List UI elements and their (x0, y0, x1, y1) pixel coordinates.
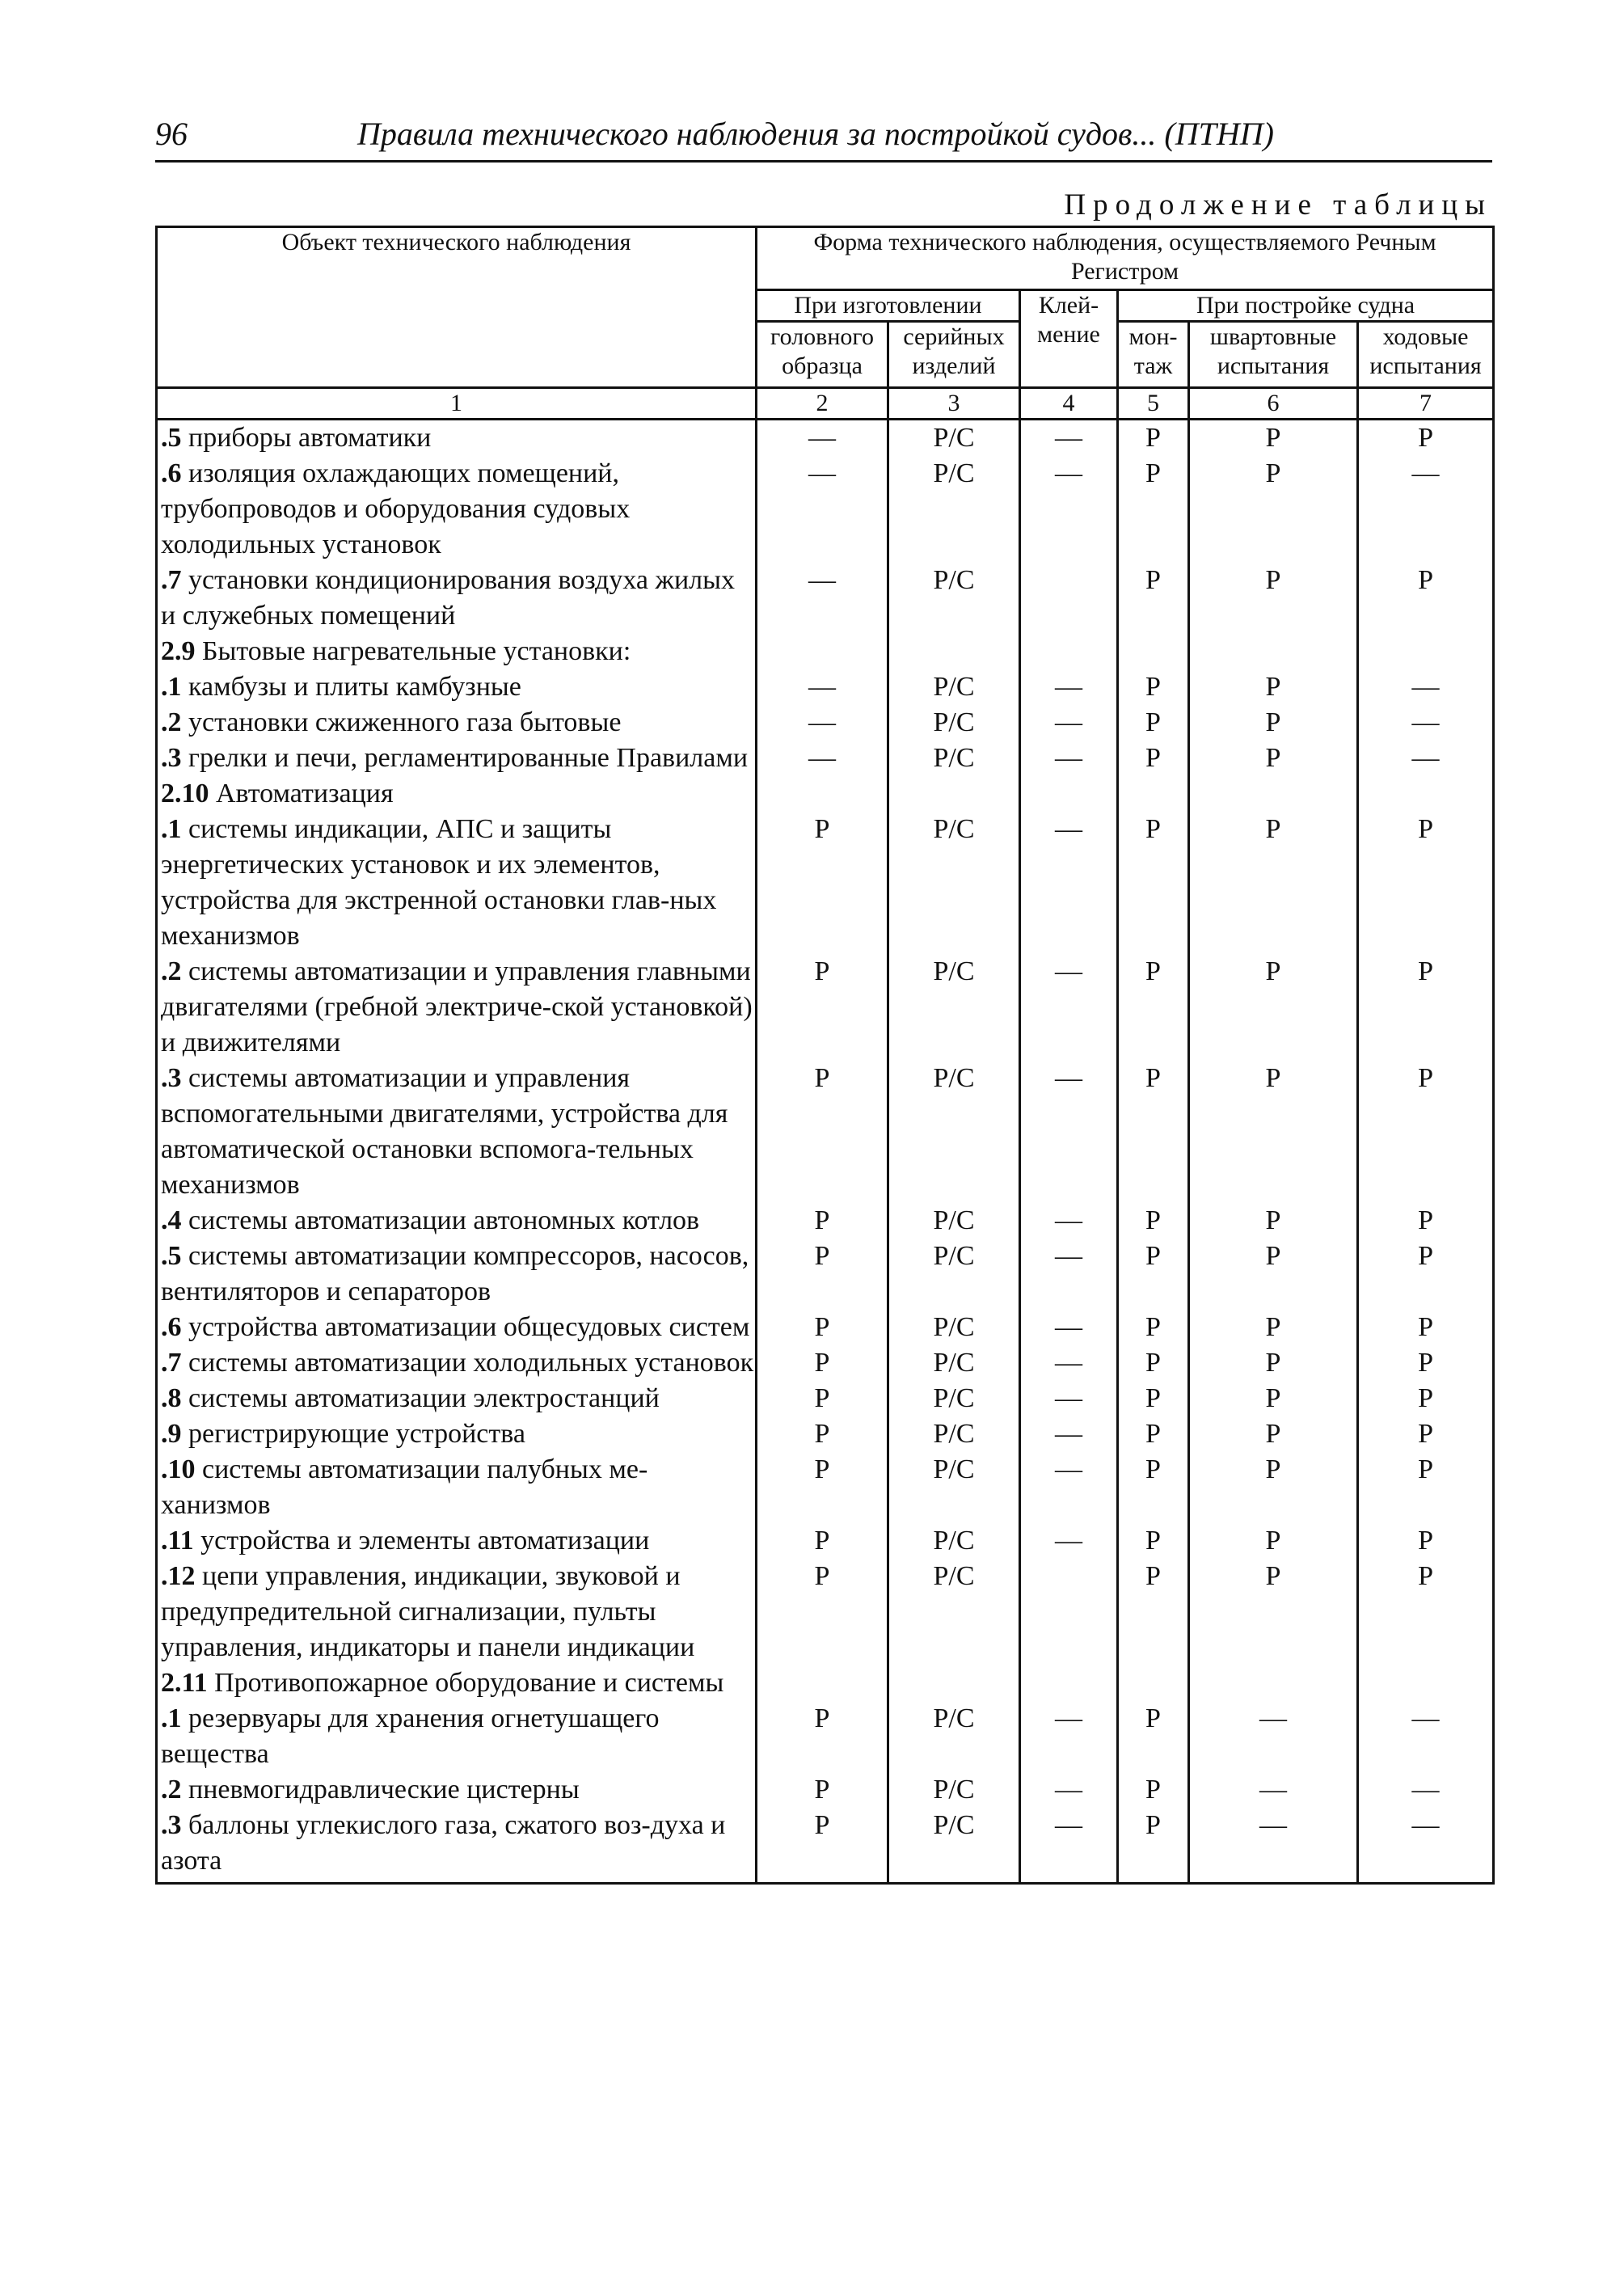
form-mark-cell: Р (1189, 1203, 1358, 1239)
form-mark-cell: Р (1118, 705, 1189, 741)
form-mark-cell: Р/С (888, 1203, 1020, 1239)
form-mark-cell: Р (1118, 669, 1189, 705)
form-mark-cell (1020, 1559, 1118, 1665)
form-mark-cell: — (1189, 1808, 1358, 1884)
table-row (157, 954, 1494, 1061)
table-row (157, 456, 1494, 563)
form-mark-cell: Р (1118, 812, 1189, 954)
form-mark-cell: Р (1358, 1345, 1494, 1381)
form-mark-cell: Р (1189, 1345, 1358, 1381)
form-mark-cell: Р (1358, 812, 1494, 954)
form-mark-cell: Р (1189, 1559, 1358, 1665)
form-mark-cell: Р (1118, 741, 1189, 776)
item-number: .6 (161, 458, 182, 488)
form-mark-cell (1189, 634, 1358, 669)
form-mark-cell: Р (757, 1345, 888, 1381)
table-row (157, 705, 1494, 741)
item-number: .12 (161, 1561, 196, 1591)
item-number: .3 (161, 1810, 182, 1840)
table-row (157, 1345, 1494, 1381)
form-mark-cell: — (1189, 1701, 1358, 1772)
object-cell (157, 1203, 757, 1239)
form-mark-cell: Р (1358, 1416, 1494, 1452)
item-text: пневмогидравлические цистерны (181, 1775, 580, 1804)
item-number: .7 (161, 1348, 182, 1378)
form-mark-cell (757, 776, 888, 812)
item-number: .11 (161, 1526, 194, 1555)
object-cell (157, 812, 757, 954)
form-mark-cell: — (1020, 420, 1118, 457)
table-row (157, 669, 1494, 705)
form-mark-cell: — (757, 456, 888, 563)
item-text: резервуары для хранения огнетушащего вещества (161, 1703, 660, 1769)
form-mark-cell: Р (1358, 1061, 1494, 1203)
item-text: установки сжиженного газа бытовые (181, 707, 622, 737)
table-row (157, 1559, 1494, 1665)
form-mark-cell: Р/С (888, 1701, 1020, 1772)
header-sea-trials: ходовые испытания (1358, 322, 1494, 388)
form-mark-cell: — (1020, 1310, 1118, 1345)
table-row (157, 420, 1494, 457)
form-mark-cell: — (1358, 669, 1494, 705)
form-mark-cell (1358, 634, 1494, 669)
form-mark-cell: Р (1358, 1452, 1494, 1523)
form-mark-cell: — (1020, 1239, 1118, 1310)
item-number: .2 (161, 707, 182, 737)
form-mark-cell: Р/С (888, 741, 1020, 776)
form-mark-cell: Р (757, 1310, 888, 1345)
item-number: 2.10 (161, 779, 209, 808)
item-text: баллоны углекислого газа, сжатого воз-духа и азота (161, 1810, 726, 1876)
form-mark-cell: Р/С (888, 1345, 1020, 1381)
header-branding: Клей-мение (1020, 290, 1118, 388)
item-number: .1 (161, 672, 182, 702)
item-text: установки кондиционирования воздуха жилых и служебных помещений (161, 565, 735, 631)
object-cell (157, 1559, 757, 1665)
item-number: .7 (161, 565, 182, 595)
form-mark-cell: Р (1358, 1203, 1494, 1239)
form-mark-cell: Р (1118, 1559, 1189, 1665)
item-text: системы автоматизации автономных котлов (181, 1205, 700, 1235)
form-mark-cell: Р/С (888, 1239, 1020, 1310)
form-mark-cell: Р (757, 1772, 888, 1808)
object-cell (157, 776, 757, 812)
object-cell (157, 420, 757, 457)
object-cell (157, 1345, 757, 1381)
form-mark-cell: — (1358, 705, 1494, 741)
form-mark-cell: Р (757, 1061, 888, 1203)
form-mark-cell: — (1020, 1772, 1118, 1808)
form-mark-cell (1358, 1665, 1494, 1701)
form-mark-cell: Р (1189, 705, 1358, 741)
object-cell (157, 669, 757, 705)
form-mark-cell: Р (757, 812, 888, 954)
item-text: системы автоматизации и управления вспомогательными двигателями, устройства для автоматической остановки вспомога-тельных механизмов (161, 1063, 728, 1200)
item-number: .2 (161, 1775, 182, 1804)
form-mark-cell: Р/С (888, 563, 1020, 634)
table-row (157, 1203, 1494, 1239)
running-head (155, 108, 1492, 163)
object-cell (157, 1808, 757, 1884)
column-number: 1 (157, 388, 757, 420)
form-mark-cell: Р (757, 1381, 888, 1416)
object-cell (157, 1239, 757, 1310)
form-mark-cell: Р (1118, 954, 1189, 1061)
column-number: 5 (1118, 388, 1189, 420)
form-mark-cell (1189, 1665, 1358, 1701)
form-mark-cell: Р (757, 1416, 888, 1452)
form-mark-cell: Р (1189, 456, 1358, 563)
table-row (157, 1452, 1494, 1523)
form-mark-cell: Р (757, 1203, 888, 1239)
column-number: 3 (888, 388, 1020, 420)
form-mark-cell (1189, 776, 1358, 812)
item-text: системы автоматизации и управления главными двигателями (гребной электриче-ской установкой) и движителями (161, 956, 753, 1057)
form-mark-cell: Р (1189, 1523, 1358, 1559)
form-mark-cell: Р (1118, 1452, 1189, 1523)
item-number: .5 (161, 423, 182, 453)
form-mark-cell: — (757, 669, 888, 705)
form-mark-cell: Р (757, 1239, 888, 1310)
form-mark-cell: — (1020, 954, 1118, 1061)
form-mark-cell: Р (1358, 1559, 1494, 1665)
form-mark-cell: — (1020, 1523, 1118, 1559)
form-mark-cell: — (1020, 1381, 1118, 1416)
form-mark-cell: Р (1118, 563, 1189, 634)
form-mark-cell: Р (757, 1452, 888, 1523)
form-mark-cell (888, 776, 1020, 812)
item-number: .4 (161, 1205, 182, 1235)
table-row (157, 1665, 1494, 1701)
form-mark-cell: Р (1189, 420, 1358, 457)
item-text: приборы автоматики (181, 423, 432, 453)
object-cell (157, 563, 757, 634)
form-mark-cell: Р/С (888, 1559, 1020, 1665)
item-number: .3 (161, 743, 182, 773)
table-row (157, 1701, 1494, 1772)
table-row (157, 1772, 1494, 1808)
object-cell (157, 1772, 757, 1808)
form-mark-cell: Р/С (888, 1452, 1020, 1523)
form-mark-cell: Р (1118, 1310, 1189, 1345)
item-number: .2 (161, 956, 182, 986)
form-mark-cell: — (1358, 456, 1494, 563)
form-mark-cell: Р (1118, 1381, 1189, 1416)
object-cell (157, 456, 757, 563)
form-mark-cell: Р (1189, 563, 1358, 634)
form-mark-cell: Р (1358, 1523, 1494, 1559)
form-mark-cell: Р/С (888, 1523, 1020, 1559)
form-mark-cell: — (1020, 1416, 1118, 1452)
table-row (157, 812, 1494, 954)
form-mark-cell: Р (757, 954, 888, 1061)
form-mark-cell: Р (757, 1701, 888, 1772)
table-row (157, 1381, 1494, 1416)
form-mark-cell: Р (1189, 954, 1358, 1061)
form-mark-cell: Р/С (888, 1416, 1020, 1452)
form-mark-cell (757, 1665, 888, 1701)
form-mark-cell (888, 634, 1020, 669)
form-mark-cell: — (757, 563, 888, 634)
form-mark-cell: Р (1118, 1061, 1189, 1203)
header-serial: серийных изделий (888, 322, 1020, 388)
form-mark-cell: Р (1118, 1523, 1189, 1559)
object-cell (157, 1701, 757, 1772)
form-mark-cell: Р (757, 1559, 888, 1665)
form-mark-cell: Р (1358, 420, 1494, 457)
item-number: .6 (161, 1312, 182, 1342)
form-mark-cell: — (1020, 1701, 1118, 1772)
form-mark-cell: Р (1189, 669, 1358, 705)
table-row (157, 1239, 1494, 1310)
table-row (157, 1808, 1494, 1884)
table-row (157, 741, 1494, 776)
form-mark-cell: — (1358, 1808, 1494, 1884)
form-mark-cell: — (1020, 1061, 1118, 1203)
item-text: системы индикации, АПС и защиты энергетических установок и их элементов, устройства для экстренной остановки глав-ных механизмов (161, 814, 717, 951)
object-cell (157, 954, 757, 1061)
table-row (157, 1061, 1494, 1203)
form-mark-cell: Р (1358, 563, 1494, 634)
form-mark-cell: — (1020, 669, 1118, 705)
item-number: .1 (161, 1703, 182, 1733)
form-mark-cell: Р (757, 1523, 888, 1559)
header-install: мон-таж (1118, 322, 1189, 388)
item-text: системы автоматизации палубных ме-ханизмов (161, 1454, 648, 1520)
header-prototype: головного образца (757, 322, 888, 388)
form-mark-cell: Р (1118, 1701, 1189, 1772)
form-mark-cell: — (1020, 812, 1118, 954)
form-mark-cell (1358, 776, 1494, 812)
form-mark-cell: Р (1189, 1381, 1358, 1416)
form-mark-cell: Р/С (888, 1381, 1020, 1416)
item-number: .10 (161, 1454, 196, 1484)
item-text: системы автоматизации электростанций (181, 1383, 660, 1413)
header-mooring-trials: швартовные испытания (1189, 322, 1358, 388)
item-text: камбузы и плиты камбузные (181, 672, 521, 702)
form-mark-cell: Р (1189, 1416, 1358, 1452)
table-row (157, 563, 1494, 634)
form-mark-cell: Р (1189, 1239, 1358, 1310)
item-text: Бытовые нагревательные установки: (195, 636, 631, 666)
form-mark-cell: Р (1189, 741, 1358, 776)
form-mark-cell: Р/С (888, 705, 1020, 741)
item-text: грелки и печи, регламентированные Правилами (181, 743, 749, 773)
form-mark-cell: Р/С (888, 954, 1020, 1061)
object-cell (157, 1310, 757, 1345)
object-cell (157, 705, 757, 741)
form-mark-cell: — (1020, 1203, 1118, 1239)
form-mark-cell: — (1020, 705, 1118, 741)
form-mark-cell: — (1358, 741, 1494, 776)
item-number: .9 (161, 1419, 182, 1449)
object-cell (157, 634, 757, 669)
object-cell (157, 741, 757, 776)
form-mark-cell: Р (1358, 1381, 1494, 1416)
form-mark-cell: Р (1358, 1239, 1494, 1310)
column-number: 4 (1020, 388, 1118, 420)
form-mark-cell: Р (1118, 1239, 1189, 1310)
item-text: устройства автоматизации общесудовых систем (181, 1312, 750, 1342)
form-mark-cell (1118, 776, 1189, 812)
form-mark-cell: — (757, 741, 888, 776)
header-manufacture-group: При изготовлении (757, 290, 1020, 322)
header-form-group: Форма технического наблюдения, осуществляемого Речным Регистром (757, 227, 1494, 290)
form-mark-cell: Р/С (888, 1808, 1020, 1884)
form-mark-cell (1020, 634, 1118, 669)
page-number: 96 (155, 116, 188, 152)
form-mark-cell: — (1020, 741, 1118, 776)
header-construction-group: При постройке судна (1118, 290, 1494, 322)
form-mark-cell: Р (1118, 420, 1189, 457)
item-text: изоляция охлаждающих помещений, трубопроводов и оборудования судовых холодильных установок (161, 458, 631, 559)
item-number: .1 (161, 814, 182, 844)
table-row (157, 1310, 1494, 1345)
item-text: цепи управления, индикации, звуковой и предупредительной сигнализации, пульты управления, индикаторы и панели индикации (161, 1561, 695, 1662)
item-text: регистрирующие устройства (181, 1419, 525, 1449)
form-mark-cell: Р/С (888, 1061, 1020, 1203)
form-mark-cell: — (1358, 1701, 1494, 1772)
table-row (157, 1523, 1494, 1559)
form-mark-cell (757, 634, 888, 669)
form-mark-cell: — (757, 705, 888, 741)
column-number: 6 (1189, 388, 1358, 420)
form-mark-cell: Р (1189, 1310, 1358, 1345)
table-body (157, 420, 1494, 1884)
item-number: 2.11 (161, 1668, 208, 1698)
form-mark-cell: — (1358, 1772, 1494, 1808)
column-number-row (157, 388, 1494, 420)
column-number: 2 (757, 388, 888, 420)
form-mark-cell: Р/С (888, 456, 1020, 563)
form-mark-cell (1118, 634, 1189, 669)
form-mark-cell: Р (1118, 1772, 1189, 1808)
object-cell (157, 1381, 757, 1416)
item-text: системы автоматизации холодильных установок (181, 1348, 754, 1378)
object-cell (157, 1452, 757, 1523)
form-mark-cell: Р/С (888, 1310, 1020, 1345)
form-mark-cell (1020, 776, 1118, 812)
form-mark-cell: Р (757, 1808, 888, 1884)
form-mark-cell: Р/С (888, 669, 1020, 705)
form-mark-cell: — (1020, 1808, 1118, 1884)
object-cell (157, 1061, 757, 1203)
form-mark-cell: Р (1118, 1345, 1189, 1381)
form-mark-cell (888, 1665, 1020, 1701)
item-number: .3 (161, 1063, 182, 1093)
object-cell (157, 1416, 757, 1452)
inspection-table (155, 226, 1495, 1885)
item-text: системы автоматизации компрессоров, насосов, вентиляторов и сепараторов (161, 1241, 749, 1306)
form-mark-cell: Р/С (888, 812, 1020, 954)
header-object: Объект технического наблюдения (157, 227, 757, 388)
form-mark-cell: Р (1118, 1203, 1189, 1239)
form-mark-cell: Р (1118, 1808, 1189, 1884)
form-mark-cell: — (1020, 456, 1118, 563)
item-number: 2.9 (161, 636, 196, 666)
table-row (157, 1416, 1494, 1452)
form-mark-cell: Р (1358, 954, 1494, 1061)
form-mark-cell: — (1020, 1345, 1118, 1381)
item-text: устройства и элементы автоматизации (193, 1526, 650, 1555)
form-mark-cell (1118, 1665, 1189, 1701)
form-mark-cell: Р (1358, 1310, 1494, 1345)
form-mark-cell: Р (1189, 812, 1358, 954)
table-row (157, 634, 1494, 669)
object-cell (157, 1523, 757, 1559)
form-mark-cell: — (1189, 1772, 1358, 1808)
table-row (157, 776, 1494, 812)
running-title: Правила технического наблюдения за постройкой судов... (ПТНП) (357, 116, 1274, 152)
form-mark-cell: Р/С (888, 420, 1020, 457)
form-mark-cell (1020, 1665, 1118, 1701)
form-mark-cell: Р (1118, 1416, 1189, 1452)
form-mark-cell: Р (1189, 1452, 1358, 1523)
item-text: Автоматизация (209, 779, 394, 808)
form-mark-cell: — (757, 420, 888, 457)
form-mark-cell: Р (1118, 456, 1189, 563)
form-mark-cell: — (1020, 1452, 1118, 1523)
column-number: 7 (1358, 388, 1494, 420)
table-continuation-caption: Продолжение таблицы (1064, 188, 1492, 222)
form-mark-cell: Р (1189, 1061, 1358, 1203)
item-number: .5 (161, 1241, 182, 1271)
object-cell (157, 1665, 757, 1701)
form-mark-cell (1020, 563, 1118, 634)
form-mark-cell: Р/С (888, 1772, 1020, 1808)
item-text: Противопожарное оборудование и системы (207, 1668, 724, 1698)
item-number: .8 (161, 1383, 182, 1413)
